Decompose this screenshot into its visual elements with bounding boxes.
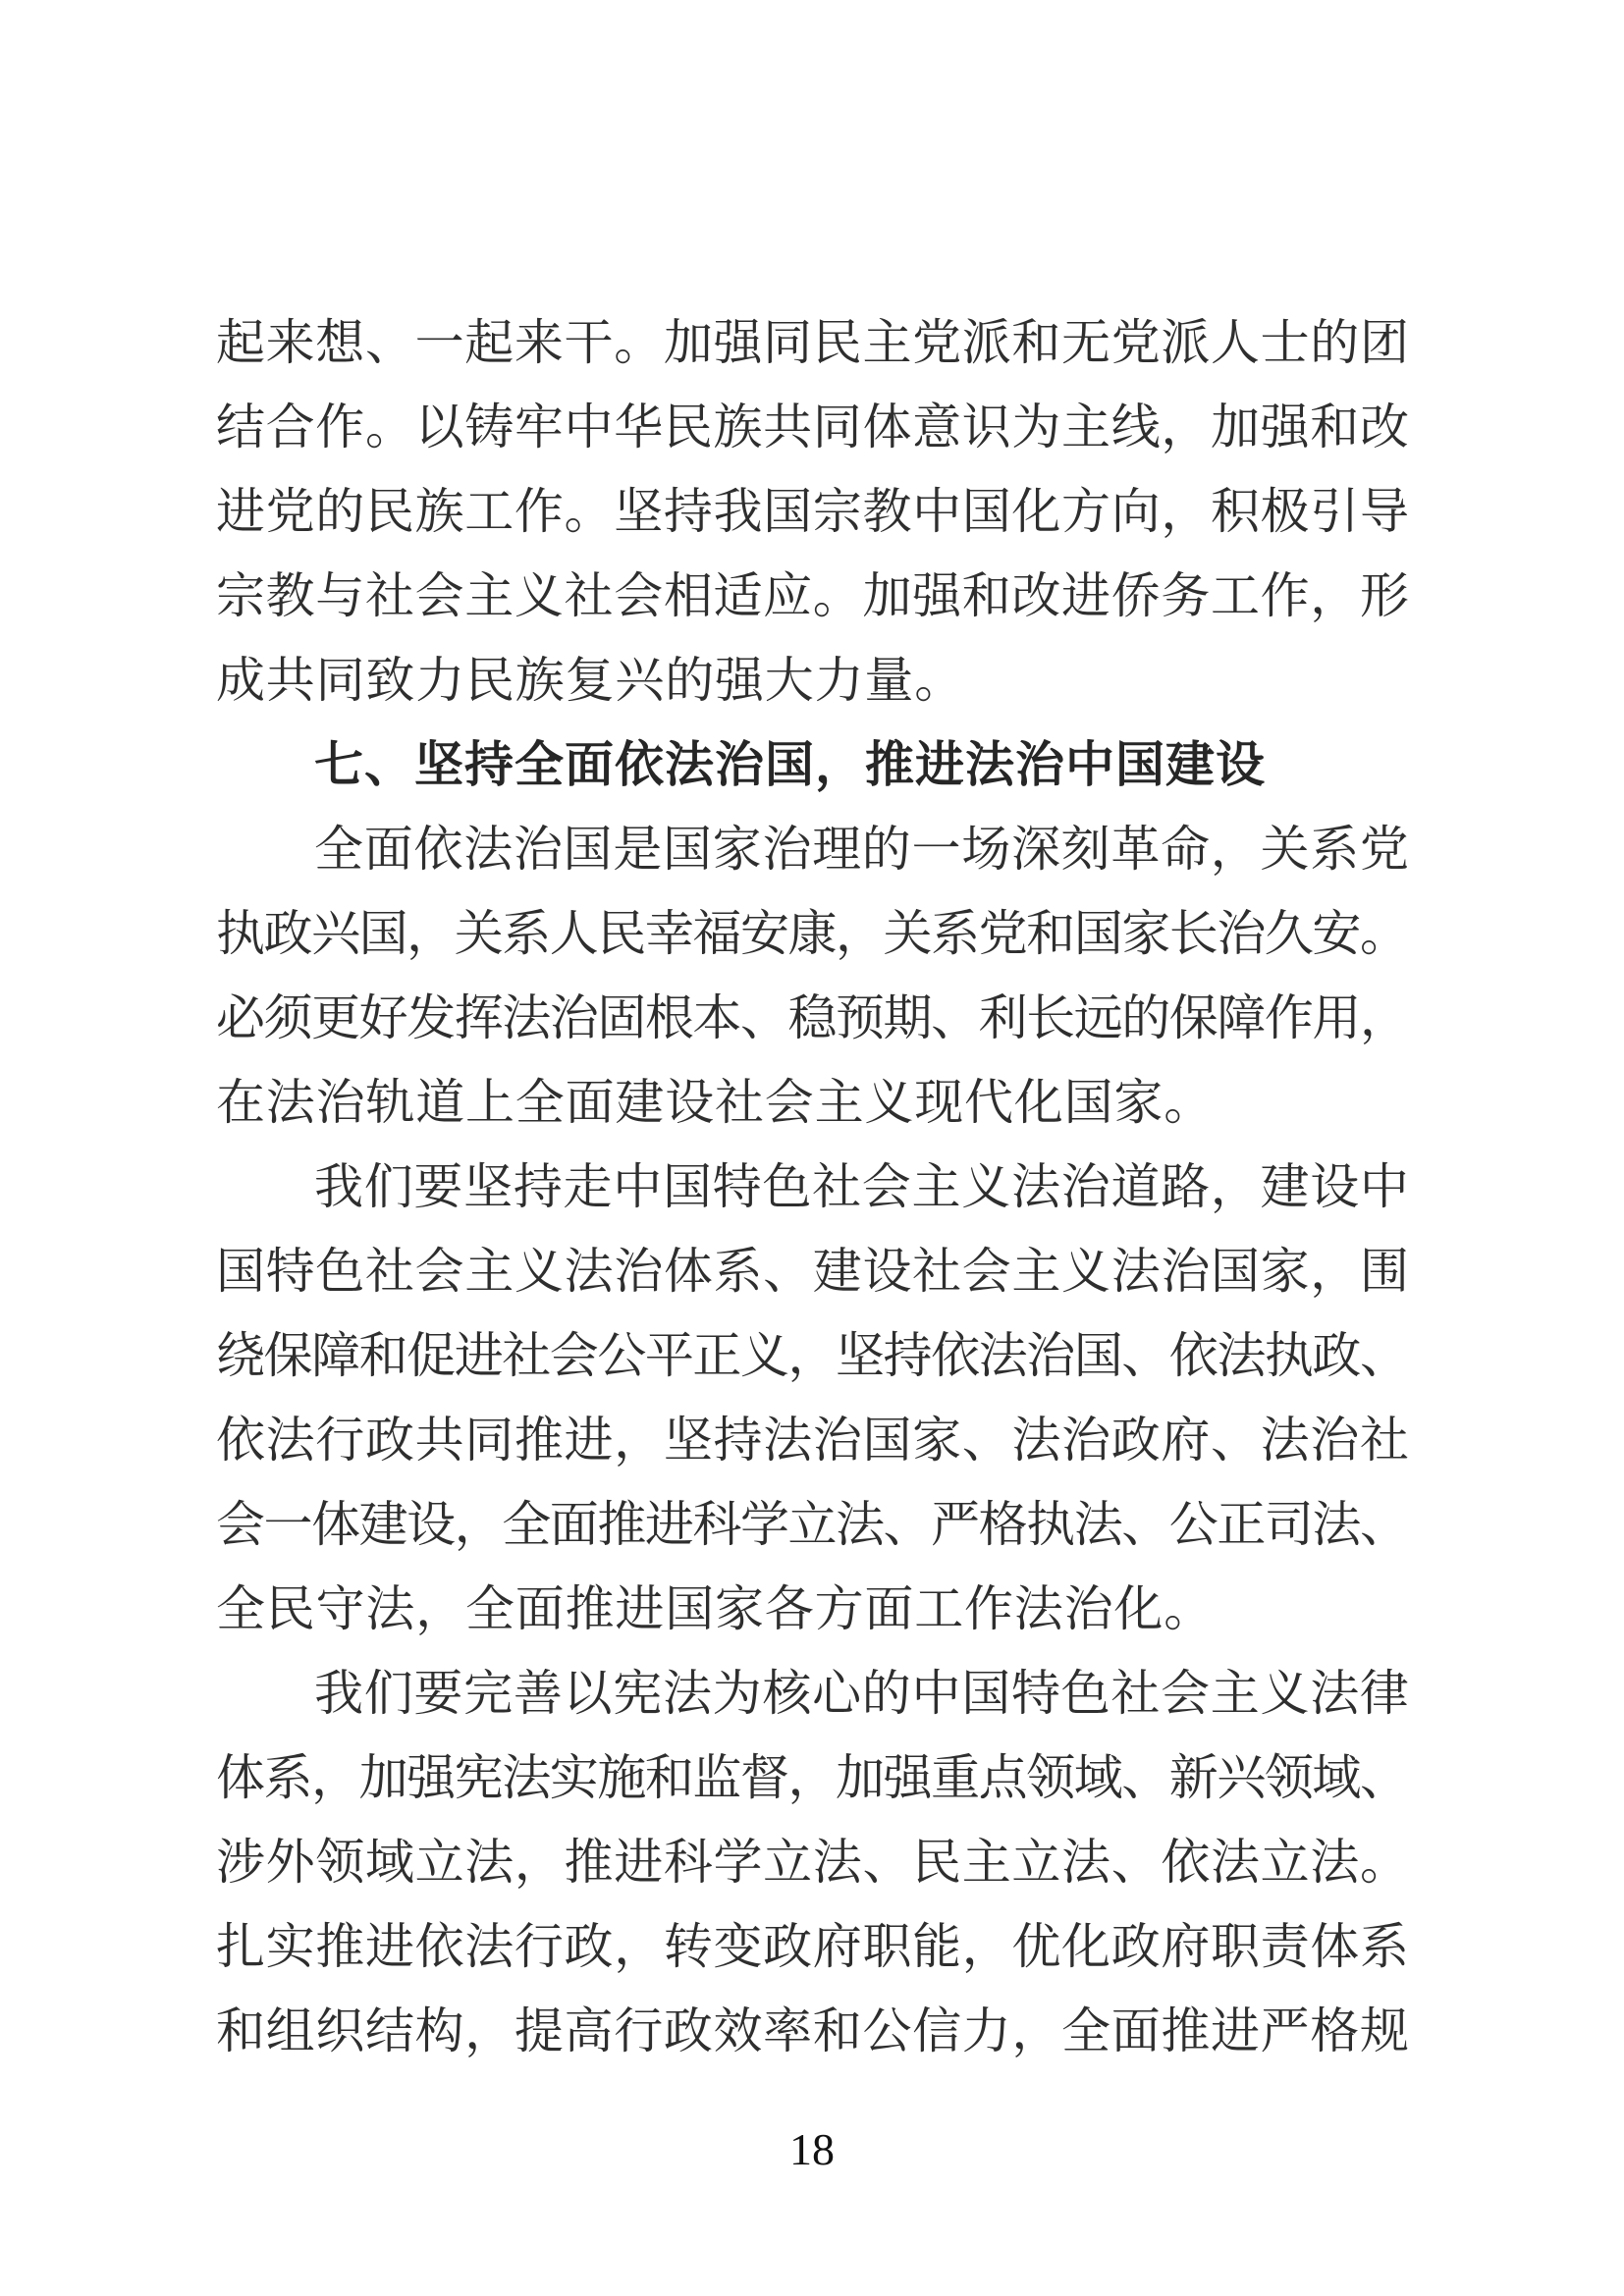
section-heading: 七、坚持全面依法治国，推进法治中国建设	[314, 737, 1266, 792]
text-line: 起来想、一起来干。加强同民主党派和无党派人士的团	[216, 315, 1410, 370]
text-line: 在法治轨道上全面建设社会主义现代化国家。	[216, 1075, 1214, 1130]
page-number: 18	[789, 2124, 835, 2174]
text-line: 涉外领域立法，推进科学立法、民主立法、依法立法。	[216, 1835, 1410, 1890]
text-line: 全民守法，全面推进国家各方面工作法治化。	[216, 1581, 1214, 1636]
text-line: 绕保障和促进社会公平正义，坚持依法治国、依法执政、	[216, 1328, 1408, 1383]
text-line: 进党的民族工作。坚持我国宗教中国化方向，积极引导	[216, 484, 1410, 539]
document-body	[216, 300, 1409, 2073]
text-line: 依法行政共同推进，坚持法治国家、法治政府、法治社	[216, 1413, 1410, 1468]
text-line: 我们要完善以宪法为核心的中国特色社会主义法律	[314, 1666, 1410, 1721]
text-line: 必须更好发挥法治固根本、稳预期、利长远的保障作用，	[216, 990, 1408, 1045]
text-line: 宗教与社会主义社会相适应。加强和改进侨务工作，形	[216, 568, 1410, 623]
text-line: 我们要坚持走中国特色社会主义法治道路，建设中	[314, 1159, 1410, 1214]
text-line: 体系，加强宪法实施和监督，加强重点领域、新兴领域、	[216, 1750, 1408, 1805]
text-line: 成共同致力民族复兴的强大力量。	[216, 653, 964, 708]
text-line: 执政兴国，关系人民幸福安康，关系党和国家长治久安。	[216, 906, 1408, 961]
text-line: 全面依法治国是国家治理的一场深刻革命，关系党	[314, 822, 1410, 877]
text-line: 和组织结构，提高行政效率和公信力，全面推进严格规	[216, 2003, 1410, 2058]
text-line: 结合作。以铸牢中华民族共同体意识为主线，加强和改	[216, 400, 1410, 454]
text-line: 会一体建设，全面推进科学立法、严格执法、公正司法、	[216, 1497, 1408, 1552]
page-footer	[0, 2118, 1624, 2181]
text-line: 国特色社会主义法治体系、建设社会主义法治国家，围	[216, 1244, 1410, 1299]
text-line: 扎实推进依法行政，转变政府职能，优化政府职责体系	[216, 1919, 1410, 1974]
